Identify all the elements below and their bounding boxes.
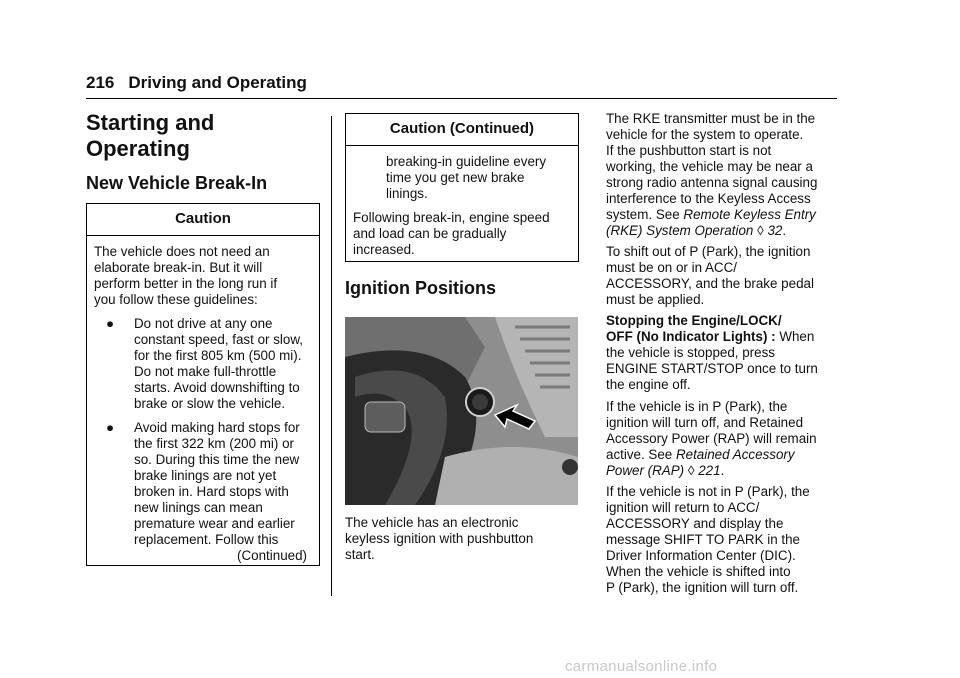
ignition-button-photo bbox=[345, 317, 578, 505]
text-line: must be applied. bbox=[606, 292, 705, 307]
punct: . bbox=[720, 463, 725, 478]
bullet-icon: ● bbox=[106, 420, 115, 435]
bullet-icon: ● bbox=[106, 316, 115, 331]
punct: . bbox=[782, 223, 787, 238]
text-line: starts. Avoid downshifting to bbox=[134, 380, 300, 395]
text-line: The vehicle has an electronic bbox=[345, 515, 519, 530]
not-park-paragraph bbox=[606, 484, 846, 596]
watermark: carmanualsonline.info bbox=[565, 658, 718, 675]
rke-link[interactable]: Remote Keyless Entry bbox=[683, 207, 816, 222]
text-line: keyless ignition with pushbutton bbox=[345, 531, 534, 546]
page-ref[interactable]: 221 bbox=[698, 463, 721, 478]
text-line: Stopping the Engine/LOCK/ bbox=[606, 313, 782, 328]
section-heading: New Vehicle Break-In bbox=[86, 173, 268, 193]
text-line: time you get new brake bbox=[386, 170, 525, 185]
text-line: Do not make full-throttle bbox=[134, 364, 277, 379]
continued-label: (Continued) bbox=[237, 548, 307, 563]
text-line: must be on or in ACC/ bbox=[606, 260, 737, 275]
caution-intro bbox=[94, 244, 313, 308]
text-line: for the first 805 km (500 mi). bbox=[134, 348, 302, 363]
bullet-item bbox=[94, 420, 313, 548]
text-line: The vehicle does not need an bbox=[94, 244, 270, 259]
chapter-title bbox=[86, 110, 286, 162]
text-line: increased. bbox=[353, 242, 415, 257]
section-title: Driving and Operating bbox=[128, 73, 307, 92]
page-number: 216 bbox=[86, 73, 115, 92]
text-line: interference to the Keyless Access bbox=[606, 191, 811, 206]
text-line: brake or slow the vehicle. bbox=[134, 396, 286, 411]
text-line: new linings can mean bbox=[134, 500, 263, 515]
rke-paragraph bbox=[606, 111, 846, 239]
caution-continued-box bbox=[345, 113, 579, 262]
ignition-heading: Ignition Positions bbox=[345, 278, 496, 298]
text-line: Driver Information Center (DIC). bbox=[606, 548, 796, 563]
text-line: If the vehicle is not in P (Park), the bbox=[606, 484, 810, 499]
text-line: To shift out of P (Park), the ignition bbox=[606, 244, 811, 259]
text-run: When bbox=[779, 329, 815, 344]
text-line: message SHIFT TO PARK in the bbox=[606, 532, 800, 547]
text-line: you follow these guidelines: bbox=[94, 292, 258, 307]
text-line: perform better in the long run if bbox=[94, 276, 278, 291]
text-line: The RKE transmitter must be in the bbox=[606, 111, 816, 126]
header-rule bbox=[86, 98, 837, 99]
text-line: If the pushbutton start is not bbox=[606, 143, 772, 158]
text-line: ACCESSORY, and the brake pedal bbox=[606, 276, 814, 291]
text-line: strong radio antenna signal causing bbox=[606, 175, 818, 190]
text-line: elaborate break-in. But it will bbox=[94, 260, 263, 275]
text-line: linings. bbox=[386, 186, 428, 201]
rap-link[interactable]: Power (RAP) bbox=[606, 463, 685, 478]
text-line: ACCESSORY and display the bbox=[606, 516, 784, 531]
caution-continued-body bbox=[346, 146, 578, 258]
park-paragraph bbox=[606, 399, 846, 479]
text-line bbox=[606, 463, 846, 479]
text-line bbox=[606, 329, 846, 345]
text-line: the first 322 km (200 mi) or bbox=[134, 436, 294, 451]
see-text: active. See bbox=[606, 447, 676, 462]
shift-paragraph bbox=[606, 244, 846, 308]
text-line: so. During this time the new bbox=[134, 452, 300, 467]
text-line: breaking-in guideline every bbox=[386, 154, 547, 169]
caution-body bbox=[87, 236, 319, 564]
chapter-title-line: Operating bbox=[86, 136, 190, 161]
caution-box bbox=[86, 203, 320, 566]
rap-link[interactable]: Retained Accessory bbox=[675, 447, 795, 462]
text-line: P (Park), the ignition will turn off. bbox=[606, 580, 799, 595]
text-line: ignition will return to ACC/ bbox=[606, 500, 760, 515]
text-line: broken in. Hard stops with bbox=[134, 484, 289, 499]
stopping-paragraph bbox=[606, 313, 846, 393]
text-line: ignition will turn off, and Retained bbox=[606, 415, 804, 430]
text-line: ENGINE START/STOP once to turn bbox=[606, 361, 818, 376]
text-line: Do not drive at any one bbox=[134, 316, 273, 331]
text-line: and load can be gradually bbox=[353, 226, 507, 241]
dashboard-illustration bbox=[345, 317, 578, 505]
chapter-title-line: Starting and bbox=[86, 110, 215, 135]
caution-para bbox=[353, 210, 572, 258]
rke-link[interactable]: (RKE) System Operation bbox=[606, 223, 754, 238]
reference-icon: ◊ bbox=[757, 223, 764, 238]
text-line bbox=[606, 207, 846, 223]
bold-run: OFF (No Indicator Lights) : bbox=[606, 329, 776, 344]
caution-continued-title: Caution (Continued) bbox=[346, 114, 578, 146]
text-line: vehicle for the system to operate. bbox=[606, 127, 804, 142]
page-header bbox=[86, 73, 307, 93]
text-line: When the vehicle is shifted into bbox=[606, 564, 791, 579]
bullet-item bbox=[94, 316, 313, 412]
text-line: replacement. Follow this bbox=[134, 532, 279, 547]
text-line: Following break-in, engine speed bbox=[353, 210, 550, 225]
text-line bbox=[606, 223, 846, 239]
text-line: the vehicle is stopped, press bbox=[606, 345, 775, 360]
see-text: system. See bbox=[606, 207, 684, 222]
page-ref[interactable]: 32 bbox=[767, 223, 783, 238]
text-line: start. bbox=[345, 547, 375, 562]
ignition-caption bbox=[345, 515, 580, 563]
column-divider bbox=[331, 116, 332, 596]
text-line: the engine off. bbox=[606, 377, 691, 392]
text-line: constant speed, fast or slow, bbox=[134, 332, 303, 347]
text-line: brake linings are not yet bbox=[134, 468, 277, 483]
text-line: premature wear and earlier bbox=[134, 516, 295, 531]
text-line bbox=[606, 447, 846, 463]
text-line: Avoid making hard stops for bbox=[134, 420, 300, 435]
text-line: Accessory Power (RAP) will remain bbox=[606, 431, 817, 446]
indented-text bbox=[353, 154, 572, 202]
text-line: working, the vehicle may be near a bbox=[606, 159, 813, 174]
text-line: If the vehicle is in P (Park), the bbox=[606, 399, 788, 414]
caution-title: Caution bbox=[87, 204, 319, 236]
reference-icon: ◊ bbox=[687, 463, 695, 478]
